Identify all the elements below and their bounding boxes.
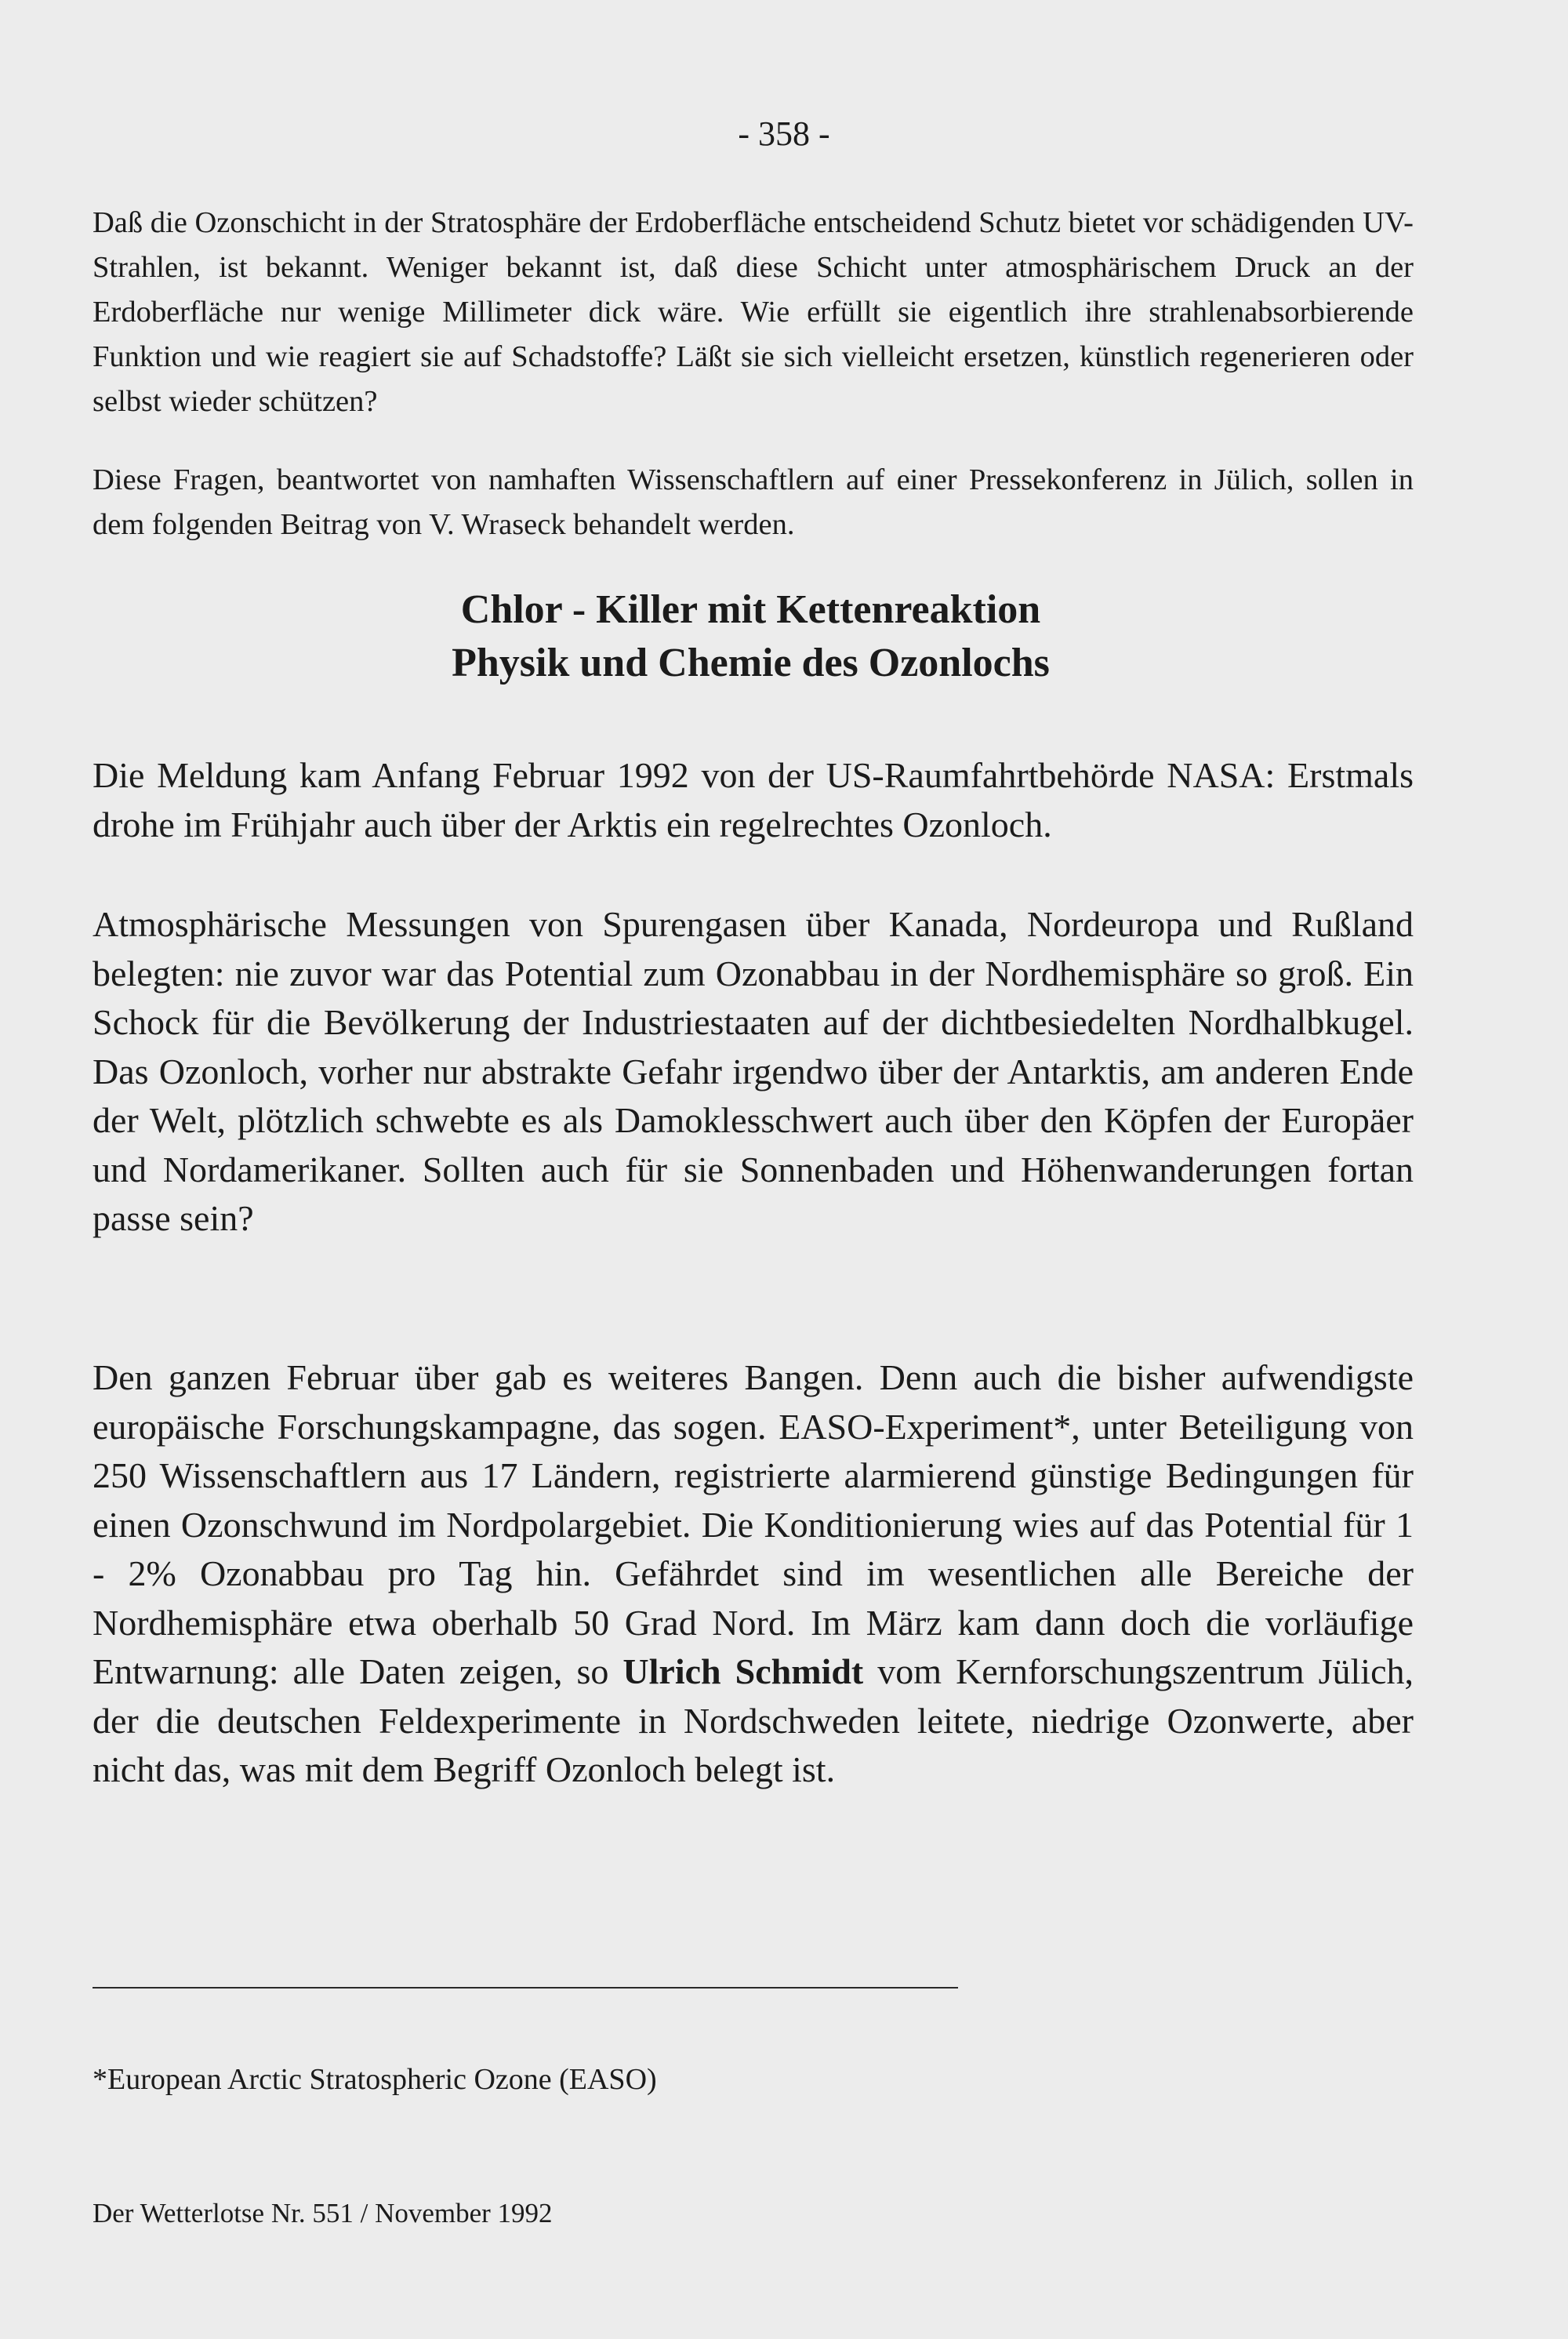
page-footer: Der Wetterlotse Nr. 551 / November 1992 xyxy=(93,2198,553,2228)
body-paragraph: Atmosphärische Messungen von Spurengasen über Kanada, Nordeuropa und Rußland belegten: nie zuvor war das Potential zum Ozonabbau in der Nordhemisphäre so groß. Ein Schock für die Bevölkerung der Industriestaaten auf der dichtbesiedelten Nordhalbkugel. Das Ozonloch, vorher nur abstrakte Gefahr irgendwo über der Antarktis, am anderen Ende der Welt, plötzlich schwebte es als Damoklesschwert auch über den Köpfen der Europäer und Nordamerikaner. Sollten auch für sie Sonnenbaden und Höhenwanderungen fortan passe sein? xyxy=(93,904,1414,1238)
subtitle-line: Physik und Chemie des Ozonlochs xyxy=(452,641,1050,685)
body-text: Den ganzen Februar über gab es weiteres Bangen. Denn auch die bisher aufwendigste europäische Forschungskampagne, das sogen. EASO-Experiment*, unter Beteiligung von 250 Wissenschaftlern aus 17 Ländern, registrierte alarmierend günstige Bedingungen für einen Ozonschwund im Nordpolargebiet. Die Konditionierung wies auf das Potential für 1 - 2% Ozonabbau pro Tag hin. Gefährdet sind im wesentlichen alle Bereiche der Nordhemisphäre etwa oberhalb 50 Grad Nord. Im März kam dann doch die vorläufige Entwarnung: alle Daten zeigen, so xyxy=(93,1357,1414,1691)
intro-paragraph: Diese Fragen, beantwortet von namhaften Wissenschaftlern auf einer Pressekonferenz in Jülich, sollen in dem folgenden Beitrag von V. Wraseck behandelt werden. xyxy=(93,463,1414,541)
footnote-divider xyxy=(93,1987,958,1989)
person-name: Ulrich Schmidt xyxy=(622,1651,864,1691)
article-title xyxy=(0,583,1501,690)
page-number: - 358 - xyxy=(738,114,830,153)
body-paragraph xyxy=(93,1353,1414,1795)
title-line: Chlor - Killer mit Kettenreaktion xyxy=(460,587,1041,632)
body-paragraph: Die Meldung kam Anfang Februar 1992 von der US-Raumfahrtbehörde NASA: Erstmals drohe im Frühjahr auch über der Arktis ein regelrechtes Ozonloch. xyxy=(93,755,1414,844)
intro-paragraph: Daß die Ozonschicht in der Stratosphäre der Erdoberfläche entscheidend Schutz bietet vor schädigenden UV-Strahlen, ist bekannt. Weniger bekannt ist, daß diese Schicht unter atmosphärischem Druck an der Erdoberfläche nur wenige Millimeter dick wäre. Wie erfüllt sie eigentlich ihre strahlenabsorbierende Funktion und wie reagiert sie auf Schadstoffe? Läßt sie sich vielleicht ersetzen, künstlich regenerieren oder selbst wieder schützen? xyxy=(93,206,1414,418)
footnote: *European Arctic Stratospheric Ozone (EASO) xyxy=(93,2063,657,2096)
body-text: vom Kernforschungszentrum Jülich, der die deutschen Feldexperimente in Nordschweden leitete, niedrige Ozonwerte, aber nicht das, was mit dem Begriff Ozonloch belegt ist. xyxy=(93,1651,1414,1789)
